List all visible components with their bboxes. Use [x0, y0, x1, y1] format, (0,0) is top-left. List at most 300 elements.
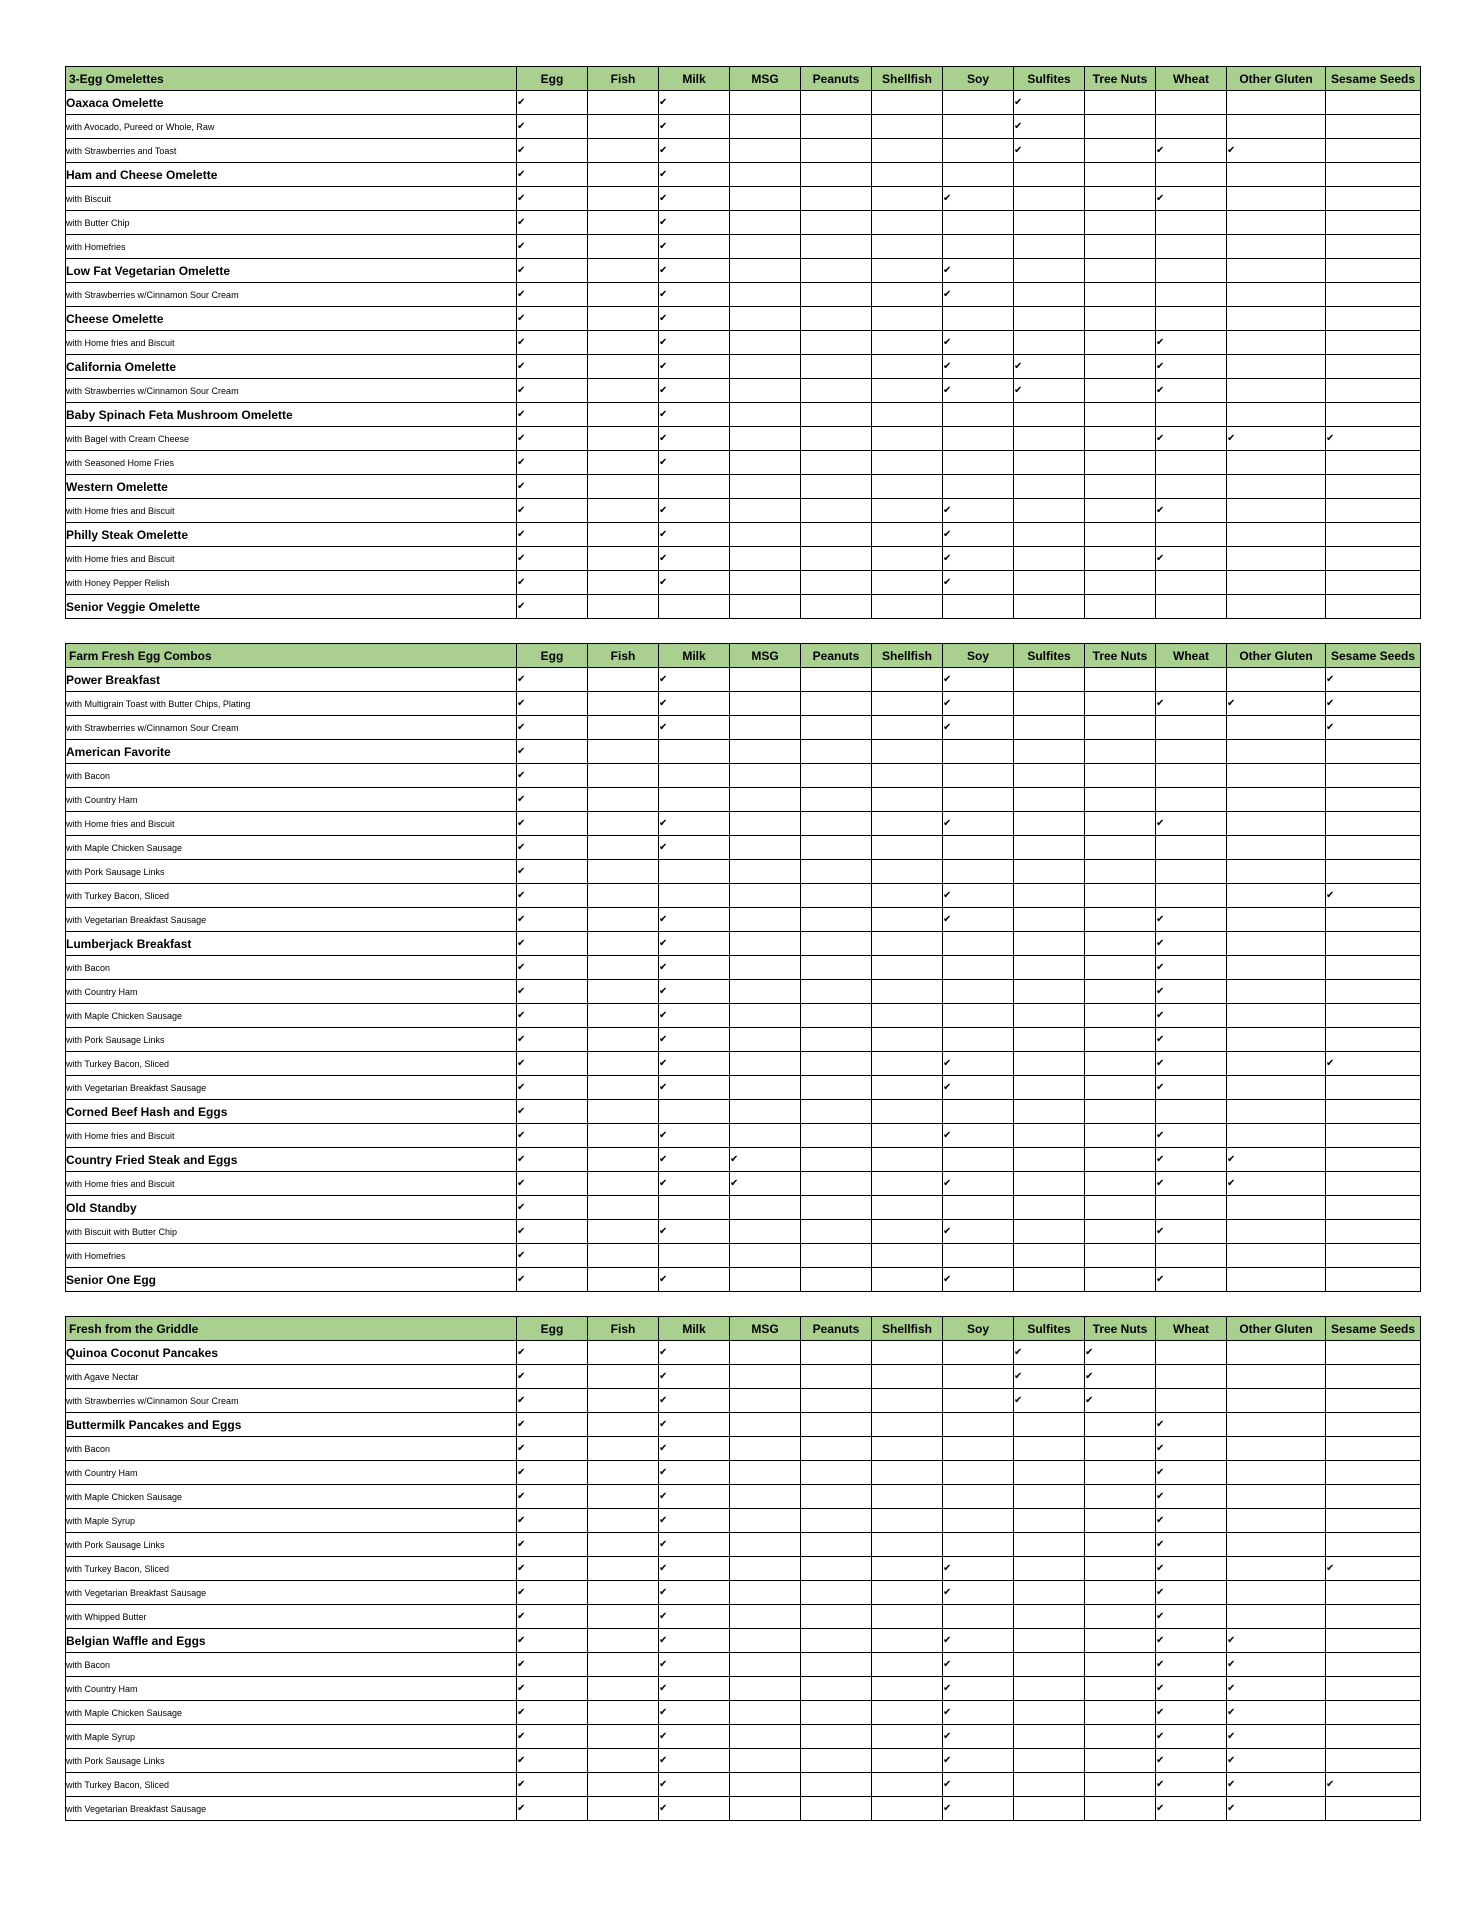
- menu-item-name: with Strawberries w/Cinnamon Sour Cream: [66, 1389, 517, 1413]
- menu-item-name: Low Fat Vegetarian Omelette: [66, 259, 517, 283]
- empty-cell: [588, 1653, 659, 1677]
- empty-cell: [1014, 1677, 1085, 1701]
- empty-cell: [801, 595, 872, 619]
- column-header: Milk: [659, 644, 730, 668]
- table-row: [66, 1509, 1421, 1533]
- check-icon: ✔: [659, 139, 730, 163]
- empty-cell: [801, 355, 872, 379]
- empty-cell: [1085, 1629, 1156, 1653]
- empty-cell: [943, 1341, 1014, 1365]
- empty-cell: [1085, 1196, 1156, 1220]
- table-row: [66, 139, 1421, 163]
- empty-cell: [1227, 1052, 1326, 1076]
- empty-cell: [1227, 1341, 1326, 1365]
- check-icon: ✔: [659, 211, 730, 235]
- menu-item-name: with Home fries and Biscuit: [66, 331, 517, 355]
- check-icon: ✔: [943, 1268, 1014, 1292]
- empty-cell: [1014, 1124, 1085, 1148]
- empty-cell: [801, 716, 872, 740]
- empty-cell: [730, 379, 801, 403]
- check-icon: ✔: [517, 1244, 588, 1268]
- empty-cell: [730, 451, 801, 475]
- empty-cell: [872, 1677, 943, 1701]
- empty-cell: [730, 692, 801, 716]
- table-row: [66, 355, 1421, 379]
- check-icon: ✔: [943, 1701, 1014, 1725]
- empty-cell: [588, 595, 659, 619]
- empty-cell: [1014, 1172, 1085, 1196]
- check-icon: ✔: [517, 283, 588, 307]
- empty-cell: [730, 1220, 801, 1244]
- empty-cell: [1014, 211, 1085, 235]
- empty-cell: [730, 764, 801, 788]
- menu-item-name: with Country Ham: [66, 788, 517, 812]
- empty-cell: [1326, 1797, 1421, 1821]
- check-icon: ✔: [517, 1268, 588, 1292]
- empty-cell: [730, 1749, 801, 1773]
- table-row: [66, 1557, 1421, 1581]
- empty-cell: [872, 1485, 943, 1509]
- empty-cell: [943, 860, 1014, 884]
- empty-cell: [801, 1533, 872, 1557]
- section-title: 3-Egg Omelettes: [66, 67, 517, 91]
- table-header-row: [66, 644, 1421, 668]
- empty-cell: [872, 956, 943, 980]
- empty-cell: [1085, 403, 1156, 427]
- empty-cell: [1014, 403, 1085, 427]
- empty-cell: [1156, 115, 1227, 139]
- check-icon: ✔: [517, 980, 588, 1004]
- check-icon: ✔: [659, 1028, 730, 1052]
- empty-cell: [588, 1797, 659, 1821]
- menu-item-name: with Maple Syrup: [66, 1725, 517, 1749]
- menu-item-name: with Bagel with Cream Cheese: [66, 427, 517, 451]
- table-row: [66, 1581, 1421, 1605]
- check-icon: ✔: [659, 1052, 730, 1076]
- empty-cell: [588, 1365, 659, 1389]
- empty-cell: [588, 836, 659, 860]
- empty-cell: [1326, 1076, 1421, 1100]
- empty-cell: [730, 716, 801, 740]
- empty-cell: [1156, 211, 1227, 235]
- check-icon: ✔: [1014, 1341, 1085, 1365]
- check-icon: ✔: [943, 547, 1014, 571]
- table-row: [66, 379, 1421, 403]
- empty-cell: [588, 1677, 659, 1701]
- empty-cell: [730, 1725, 801, 1749]
- check-icon: ✔: [1156, 1028, 1227, 1052]
- empty-cell: [730, 187, 801, 211]
- empty-cell: [872, 115, 943, 139]
- check-icon: ✔: [517, 163, 588, 187]
- check-icon: ✔: [517, 1389, 588, 1413]
- check-icon: ✔: [1085, 1365, 1156, 1389]
- empty-cell: [730, 475, 801, 499]
- check-icon: ✔: [1227, 427, 1326, 451]
- check-icon: ✔: [943, 187, 1014, 211]
- empty-cell: [1014, 1485, 1085, 1509]
- check-icon: ✔: [943, 523, 1014, 547]
- check-icon: ✔: [659, 1485, 730, 1509]
- empty-cell: [1156, 403, 1227, 427]
- empty-cell: [943, 980, 1014, 1004]
- empty-cell: [801, 331, 872, 355]
- check-icon: ✔: [1156, 1653, 1227, 1677]
- menu-item-name: with Turkey Bacon, Sliced: [66, 1052, 517, 1076]
- menu-item-name: with Turkey Bacon, Sliced: [66, 884, 517, 908]
- empty-cell: [1326, 1629, 1421, 1653]
- check-icon: ✔: [517, 91, 588, 115]
- empty-cell: [730, 307, 801, 331]
- empty-cell: [1326, 1220, 1421, 1244]
- check-icon: ✔: [1014, 1365, 1085, 1389]
- empty-cell: [1014, 860, 1085, 884]
- check-icon: ✔: [1227, 1701, 1326, 1725]
- empty-cell: [588, 1509, 659, 1533]
- empty-cell: [1014, 163, 1085, 187]
- empty-cell: [588, 259, 659, 283]
- empty-cell: [1085, 547, 1156, 571]
- check-icon: ✔: [517, 235, 588, 259]
- empty-cell: [1227, 860, 1326, 884]
- table-row: [66, 1124, 1421, 1148]
- empty-cell: [1085, 1773, 1156, 1797]
- table-row: [66, 1749, 1421, 1773]
- table-row: [66, 956, 1421, 980]
- empty-cell: [943, 139, 1014, 163]
- empty-cell: [1014, 1653, 1085, 1677]
- empty-cell: [1014, 259, 1085, 283]
- empty-cell: [1014, 523, 1085, 547]
- empty-cell: [1227, 1365, 1326, 1389]
- check-icon: ✔: [659, 692, 730, 716]
- empty-cell: [801, 1629, 872, 1653]
- empty-cell: [872, 668, 943, 692]
- menu-item-name: Philly Steak Omelette: [66, 523, 517, 547]
- empty-cell: [1014, 740, 1085, 764]
- empty-cell: [1085, 1653, 1156, 1677]
- empty-cell: [943, 1605, 1014, 1629]
- table-row: [66, 716, 1421, 740]
- empty-cell: [1227, 1581, 1326, 1605]
- empty-cell: [872, 1124, 943, 1148]
- empty-cell: [943, 1413, 1014, 1437]
- empty-cell: [1326, 571, 1421, 595]
- empty-cell: [1227, 259, 1326, 283]
- check-icon: ✔: [517, 403, 588, 427]
- empty-cell: [588, 764, 659, 788]
- check-icon: ✔: [517, 115, 588, 139]
- empty-cell: [1014, 836, 1085, 860]
- empty-cell: [872, 139, 943, 163]
- table-row: [66, 1797, 1421, 1821]
- check-icon: ✔: [659, 1220, 730, 1244]
- table-row: [66, 1244, 1421, 1268]
- check-icon: ✔: [659, 956, 730, 980]
- empty-cell: [659, 1196, 730, 1220]
- empty-cell: [872, 1725, 943, 1749]
- menu-item-name: with Vegetarian Breakfast Sausage: [66, 1581, 517, 1605]
- menu-item-name: Corned Beef Hash and Eggs: [66, 1100, 517, 1124]
- empty-cell: [1156, 884, 1227, 908]
- empty-cell: [1085, 1028, 1156, 1052]
- empty-cell: [1326, 740, 1421, 764]
- empty-cell: [588, 187, 659, 211]
- empty-cell: [1014, 764, 1085, 788]
- check-icon: ✔: [1156, 1797, 1227, 1821]
- empty-cell: [1227, 956, 1326, 980]
- empty-cell: [872, 1100, 943, 1124]
- table-row: [66, 187, 1421, 211]
- empty-cell: [730, 1653, 801, 1677]
- check-icon: ✔: [659, 163, 730, 187]
- empty-cell: [872, 1773, 943, 1797]
- empty-cell: [1085, 259, 1156, 283]
- empty-cell: [1014, 283, 1085, 307]
- check-icon: ✔: [1156, 1437, 1227, 1461]
- menu-item-name: with Maple Chicken Sausage: [66, 1004, 517, 1028]
- empty-cell: [659, 740, 730, 764]
- empty-cell: [1085, 139, 1156, 163]
- empty-cell: [943, 836, 1014, 860]
- empty-cell: [730, 788, 801, 812]
- empty-cell: [730, 1413, 801, 1437]
- empty-cell: [588, 1172, 659, 1196]
- empty-cell: [872, 908, 943, 932]
- empty-cell: [588, 1124, 659, 1148]
- empty-cell: [801, 1052, 872, 1076]
- empty-cell: [588, 1581, 659, 1605]
- empty-cell: [1085, 836, 1156, 860]
- empty-cell: [1014, 571, 1085, 595]
- check-icon: ✔: [659, 283, 730, 307]
- empty-cell: [801, 1461, 872, 1485]
- empty-cell: [1085, 1509, 1156, 1533]
- empty-cell: [1156, 283, 1227, 307]
- empty-cell: [801, 307, 872, 331]
- empty-cell: [1085, 1797, 1156, 1821]
- empty-cell: [1326, 331, 1421, 355]
- check-icon: ✔: [943, 1773, 1014, 1797]
- check-icon: ✔: [1156, 139, 1227, 163]
- empty-cell: [1326, 1268, 1421, 1292]
- empty-cell: [872, 307, 943, 331]
- empty-cell: [730, 331, 801, 355]
- menu-item-name: with Maple Syrup: [66, 1509, 517, 1533]
- check-icon: ✔: [943, 1172, 1014, 1196]
- check-icon: ✔: [659, 980, 730, 1004]
- empty-cell: [872, 499, 943, 523]
- empty-cell: [1014, 1413, 1085, 1437]
- empty-cell: [588, 1701, 659, 1725]
- check-icon: ✔: [943, 1581, 1014, 1605]
- table-row: [66, 980, 1421, 1004]
- check-icon: ✔: [1156, 908, 1227, 932]
- empty-cell: [1227, 115, 1326, 139]
- empty-cell: [943, 1437, 1014, 1461]
- empty-cell: [943, 1244, 1014, 1268]
- check-icon: ✔: [517, 812, 588, 836]
- allergen-table: [65, 66, 1421, 619]
- column-header: MSG: [730, 67, 801, 91]
- check-icon: ✔: [1156, 331, 1227, 355]
- empty-cell: [872, 1220, 943, 1244]
- empty-cell: [943, 211, 1014, 235]
- check-icon: ✔: [943, 812, 1014, 836]
- check-icon: ✔: [659, 812, 730, 836]
- empty-cell: [1326, 1437, 1421, 1461]
- empty-cell: [588, 427, 659, 451]
- empty-cell: [1156, 259, 1227, 283]
- column-header: Egg: [517, 67, 588, 91]
- check-icon: ✔: [517, 1749, 588, 1773]
- check-icon: ✔: [517, 1341, 588, 1365]
- empty-cell: [872, 1557, 943, 1581]
- empty-cell: [588, 1773, 659, 1797]
- table-row: [66, 668, 1421, 692]
- empty-cell: [1326, 1341, 1421, 1365]
- menu-item-name: with Home fries and Biscuit: [66, 1172, 517, 1196]
- empty-cell: [1326, 836, 1421, 860]
- check-icon: ✔: [659, 1533, 730, 1557]
- table-row: [66, 547, 1421, 571]
- empty-cell: [730, 1677, 801, 1701]
- check-icon: ✔: [517, 860, 588, 884]
- empty-cell: [872, 1701, 943, 1725]
- menu-item-name: Western Omelette: [66, 475, 517, 499]
- check-icon: ✔: [517, 307, 588, 331]
- empty-cell: [1014, 1028, 1085, 1052]
- check-icon: ✔: [659, 1365, 730, 1389]
- empty-cell: [730, 932, 801, 956]
- check-icon: ✔: [943, 1677, 1014, 1701]
- empty-cell: [1085, 331, 1156, 355]
- empty-cell: [730, 1341, 801, 1365]
- empty-cell: [730, 1557, 801, 1581]
- empty-cell: [1227, 355, 1326, 379]
- empty-cell: [1227, 1124, 1326, 1148]
- empty-cell: [1085, 1557, 1156, 1581]
- empty-cell: [1227, 1509, 1326, 1533]
- empty-cell: [730, 1028, 801, 1052]
- empty-cell: [872, 1413, 943, 1437]
- table-row: [66, 1100, 1421, 1124]
- empty-cell: [1227, 1461, 1326, 1485]
- empty-cell: [1014, 187, 1085, 211]
- empty-cell: [872, 1461, 943, 1485]
- table-row: [66, 692, 1421, 716]
- column-header: Peanuts: [801, 1317, 872, 1341]
- check-icon: ✔: [1156, 1485, 1227, 1509]
- check-icon: ✔: [517, 547, 588, 571]
- empty-cell: [1227, 475, 1326, 499]
- empty-cell: [801, 836, 872, 860]
- menu-item-name: Senior One Egg: [66, 1268, 517, 1292]
- empty-cell: [1014, 668, 1085, 692]
- table-row: [66, 451, 1421, 475]
- check-icon: ✔: [1156, 1581, 1227, 1605]
- check-icon: ✔: [1156, 355, 1227, 379]
- empty-cell: [588, 956, 659, 980]
- empty-cell: [588, 1749, 659, 1773]
- empty-cell: [588, 451, 659, 475]
- empty-cell: [943, 91, 1014, 115]
- check-icon: ✔: [659, 1773, 730, 1797]
- check-icon: ✔: [659, 115, 730, 139]
- empty-cell: [1085, 1413, 1156, 1437]
- check-icon: ✔: [517, 1413, 588, 1437]
- empty-cell: [943, 595, 1014, 619]
- empty-cell: [943, 1485, 1014, 1509]
- empty-cell: [588, 211, 659, 235]
- empty-cell: [943, 1004, 1014, 1028]
- check-icon: ✔: [659, 1701, 730, 1725]
- column-header: MSG: [730, 1317, 801, 1341]
- check-icon: ✔: [659, 1797, 730, 1821]
- table-row: [66, 836, 1421, 860]
- empty-cell: [872, 1533, 943, 1557]
- menu-item-name: American Favorite: [66, 740, 517, 764]
- check-icon: ✔: [659, 1268, 730, 1292]
- table-row: [66, 235, 1421, 259]
- column-header: Wheat: [1156, 644, 1227, 668]
- check-icon: ✔: [1156, 1172, 1227, 1196]
- menu-item-name: with Pork Sausage Links: [66, 860, 517, 884]
- empty-cell: [801, 1148, 872, 1172]
- table-row: [66, 211, 1421, 235]
- empty-cell: [1085, 1461, 1156, 1485]
- empty-cell: [1227, 163, 1326, 187]
- menu-item-name: with Home fries and Biscuit: [66, 1124, 517, 1148]
- empty-cell: [1014, 1268, 1085, 1292]
- empty-cell: [1156, 1100, 1227, 1124]
- empty-cell: [943, 163, 1014, 187]
- table-row: [66, 115, 1421, 139]
- empty-cell: [1014, 427, 1085, 451]
- empty-cell: [943, 1509, 1014, 1533]
- empty-cell: [588, 1485, 659, 1509]
- menu-item-name: with Agave Nectar: [66, 1365, 517, 1389]
- empty-cell: [872, 403, 943, 427]
- empty-cell: [1326, 1749, 1421, 1773]
- check-icon: ✔: [1227, 1773, 1326, 1797]
- empty-cell: [801, 115, 872, 139]
- empty-cell: [1014, 331, 1085, 355]
- empty-cell: [1326, 1389, 1421, 1413]
- check-icon: ✔: [517, 427, 588, 451]
- empty-cell: [588, 1461, 659, 1485]
- table-row: [66, 1413, 1421, 1437]
- empty-cell: [801, 788, 872, 812]
- check-icon: ✔: [517, 211, 588, 235]
- check-icon: ✔: [659, 1461, 730, 1485]
- empty-cell: [588, 139, 659, 163]
- empty-cell: [730, 595, 801, 619]
- empty-cell: [730, 427, 801, 451]
- empty-cell: [1014, 1701, 1085, 1725]
- check-icon: ✔: [1156, 1725, 1227, 1749]
- empty-cell: [1085, 764, 1156, 788]
- menu-item-name: with Pork Sausage Links: [66, 1749, 517, 1773]
- check-icon: ✔: [943, 1124, 1014, 1148]
- check-icon: ✔: [1156, 499, 1227, 523]
- empty-cell: [588, 1341, 659, 1365]
- empty-cell: [1326, 1461, 1421, 1485]
- empty-cell: [1326, 115, 1421, 139]
- menu-item-name: Power Breakfast: [66, 668, 517, 692]
- empty-cell: [801, 1220, 872, 1244]
- empty-cell: [872, 355, 943, 379]
